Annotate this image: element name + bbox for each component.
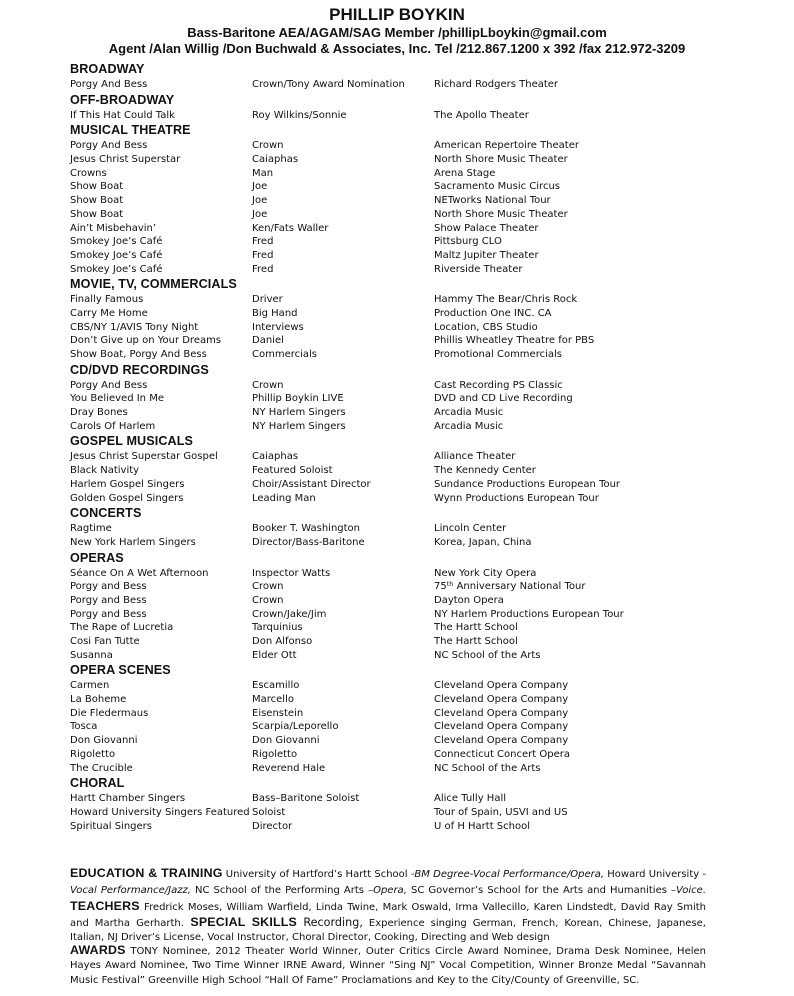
- credit-row: [70, 478, 720, 492]
- credit-row: [70, 580, 720, 594]
- credit-title: You Believed In Me: [70, 393, 164, 405]
- credit-row: [70, 464, 720, 478]
- credit-role: Escamillo: [252, 680, 300, 692]
- credit-row: [70, 379, 720, 393]
- education-text-4: SC Governor’s School for the Arts and Humanities: [406, 885, 672, 897]
- credit-row: [70, 109, 720, 123]
- credit-row: [70, 748, 720, 762]
- credit-title: Show Boat: [70, 195, 124, 207]
- education-text-3: NC School of the Performing Arts: [190, 885, 369, 897]
- section-musical-theatre: [70, 122, 720, 276]
- credit-role: Director: [252, 820, 293, 832]
- credit-role: NY Harlem Singers: [252, 420, 346, 432]
- credit-title: Howard University Singers Featured: [70, 806, 250, 818]
- section-title: BROADWAY: [70, 62, 145, 76]
- credit-venue: Show Palace Theater: [434, 222, 539, 234]
- credit-row: [70, 263, 720, 277]
- credit-venue: Connecticut Concert Opera: [434, 748, 570, 760]
- credit-row: [70, 693, 720, 707]
- awards-paragraph: [70, 943, 706, 988]
- credit-venue: Alliance Theater: [434, 451, 516, 463]
- credit-role: Joe: [252, 208, 268, 220]
- credit-row: [70, 406, 720, 420]
- credit-title: Porgy and Bess: [70, 581, 147, 593]
- credit-venue: 75th Anniversary National Tour: [434, 580, 586, 593]
- credit-venue: New York City Opera: [434, 567, 537, 579]
- section-title: GOSPEL MUSICALS: [70, 434, 194, 449]
- section-title: OFF-BROADWAY: [70, 92, 175, 107]
- credit-title: Jesus Christ Superstar: [70, 154, 181, 166]
- credit-venue: NY Harlem Productions European Tour: [434, 608, 624, 620]
- credit-title: Show Boat, Porgy And Bess: [70, 349, 207, 360]
- credit-role: Crown/Jake/Jim: [252, 608, 327, 620]
- credit-row: [70, 307, 720, 321]
- credit-row: [70, 348, 720, 362]
- credit-venue: Hammy The Bear/Chris Rock: [434, 294, 578, 306]
- credit-venue: Promotional Commercials: [434, 349, 562, 360]
- section-title: OPERA SCENES: [70, 663, 171, 678]
- credit-venue: Korea, Japan, China: [434, 536, 532, 548]
- section-title: MOVIE, TV, COMMERCIALS: [70, 277, 237, 292]
- credit-title: Black Nativity: [70, 465, 140, 477]
- union-and-email-line: Bass-Baritone AEA/AGAM/SAG Member /phillipLboykin@gmail.com: [187, 25, 607, 40]
- credit-row: [70, 492, 720, 506]
- credit-title: Show Boat: [70, 181, 124, 193]
- special-skills-lead: Recording,: [296, 915, 363, 929]
- credit-venue: NC School of the Arts: [434, 649, 541, 661]
- education-degree-3: –Opera,: [368, 885, 407, 897]
- credit-venue: Cleveland Opera Company: [434, 735, 569, 747]
- credit-row: [70, 536, 720, 550]
- section-broadway: [70, 61, 720, 92]
- credit-venue: Riverside Theater: [434, 263, 523, 275]
- section-opera-scenes: [70, 662, 720, 775]
- credit-role: Commercials: [252, 349, 318, 360]
- credit-title: Don’t Give up on Your Dreams: [70, 335, 222, 347]
- education-heading: EDUCATION & TRAINING: [70, 866, 223, 880]
- credit-venue: The Apollo Theater: [434, 109, 529, 121]
- section-movie-tv-commercials: [70, 276, 720, 361]
- credit-role: Crown/Tony Award Nomination: [252, 79, 405, 90]
- credit-role: Crown: [252, 379, 284, 391]
- credit-role: Phillip Boykin LIVE: [252, 393, 344, 405]
- credit-role: Crown: [252, 140, 284, 152]
- credit-venue: Cleveland Opera Company: [434, 694, 569, 706]
- credit-role: Choir/Assistant Director: [252, 478, 371, 490]
- credit-role: Elder Ott: [252, 649, 297, 661]
- credit-title: Finally Famous: [70, 294, 144, 306]
- credit-row: [70, 194, 720, 208]
- credit-venue: Cast Recording PS Classic: [434, 379, 563, 391]
- credit-title: If This Hat Could Talk: [70, 109, 175, 121]
- credit-venue: Dayton Opera: [434, 594, 504, 606]
- credit-title: Crowns: [70, 167, 107, 179]
- credit-row: [70, 139, 720, 153]
- special-skills-list: Experience singing German, French, Korean, Chinese, Japanese, Italian, NJ Driver’s License, Vocal Instructor, Choral Director, Cooking, Directing and Web design: [70, 917, 706, 944]
- credit-title: Carmen: [70, 680, 110, 692]
- credit-role: Eisenstein: [252, 707, 304, 719]
- credit-title: La Boheme: [70, 694, 127, 706]
- credit-role: Don Giovanni: [252, 735, 320, 747]
- credit-title: Die Fledermaus: [70, 707, 149, 719]
- credit-role: Leading Man: [252, 492, 316, 504]
- credit-role: Fred: [252, 236, 274, 248]
- credit-row: [70, 321, 720, 335]
- credit-venue: Richard Rodgers Theater: [434, 79, 559, 90]
- credit-row: [70, 707, 720, 721]
- credit-row: [70, 222, 720, 236]
- section-title: CONCERTS: [70, 506, 142, 521]
- credit-title: Spiritual Singers: [70, 820, 152, 832]
- credit-row: [70, 420, 720, 434]
- credit-role: Joe: [252, 181, 268, 193]
- credit-row: [70, 180, 720, 194]
- section-title: CD/DVD RECORDINGS: [70, 362, 209, 377]
- section-cd-dvd-recordings: [70, 362, 720, 434]
- credit-venue: Lincoln Center: [434, 523, 507, 535]
- teachers-heading: TEACHERS: [70, 898, 140, 913]
- education-degree-4: –Voice.: [671, 885, 707, 897]
- education-text-2: Howard University: [604, 869, 703, 880]
- performer-name: PHILLIP BOYKIN: [329, 5, 465, 24]
- credit-venue: Arcadia Music: [434, 407, 504, 419]
- credit-venue: Arcadia Music: [434, 420, 504, 432]
- section-title: OPERAS: [70, 550, 124, 565]
- credit-row: [70, 334, 720, 348]
- special-skills-heading: SPECIAL SKILLS: [183, 914, 297, 929]
- credit-role: Interviews: [252, 321, 304, 333]
- credit-title: Tosca: [70, 721, 98, 733]
- credit-role: Booker T. Washington: [252, 523, 361, 535]
- credit-venue: Alice Tully Hall: [434, 793, 507, 805]
- credit-title: Porgy and Bess: [70, 594, 147, 606]
- education-degree-1: -BM Degree-Vocal Performance/Opera,: [410, 869, 605, 880]
- credit-role: Big Hand: [252, 307, 298, 319]
- credit-row: [70, 208, 720, 222]
- credit-row: [70, 235, 720, 249]
- credit-title: Carols Of Harlem: [70, 420, 156, 432]
- credit-role: Caiaphas: [252, 451, 299, 463]
- credit-row: [70, 594, 720, 608]
- credit-title: Smokey Joe’s Café: [70, 236, 163, 248]
- credit-title: The Rape of Lucretia: [70, 622, 174, 634]
- credit-venue: The Kennedy Center: [434, 465, 536, 477]
- credit-title: New York Harlem Singers: [70, 536, 196, 548]
- credit-row: [70, 762, 720, 776]
- credit-role: Caiaphas: [252, 154, 299, 166]
- credit-role: NY Harlem Singers: [252, 407, 346, 419]
- credit-venue: Sundance Productions European Tour: [434, 478, 621, 490]
- credit-title: The Crucible: [70, 762, 133, 774]
- credit-row: [70, 293, 720, 307]
- credit-title: Carry Me Home: [70, 307, 148, 319]
- credit-venue: Phillis Wheatley Theatre for PBS: [434, 335, 595, 347]
- credit-title: Dray Bones: [70, 407, 128, 419]
- credits-sections: [70, 61, 720, 833]
- credit-title: Don Giovanni: [70, 735, 138, 747]
- credit-role: Driver: [252, 294, 283, 306]
- credit-row: [70, 679, 720, 693]
- credit-role: Crown: [252, 594, 284, 606]
- credit-title: Porgy And Bess: [70, 79, 148, 90]
- credit-role: Daniel: [252, 335, 284, 347]
- credit-role: Crown: [252, 581, 284, 593]
- credit-row: [70, 734, 720, 748]
- credit-title: Cosi Fan Tutte: [70, 636, 140, 647]
- credit-row: [70, 621, 720, 635]
- section-title: CHORAL: [70, 776, 125, 791]
- credit-row: [70, 820, 720, 834]
- credit-role: Soloist: [252, 806, 286, 818]
- credit-venue: Maltz Jupiter Theater: [434, 249, 539, 261]
- credit-venue: Sacramento Music Circus: [434, 181, 560, 193]
- credit-role: Featured Soloist: [252, 465, 333, 477]
- education-paragraph: [70, 866, 706, 945]
- teachers-list: Fredrick Moses, William Warfield, Linda Twine, Mark Oswald, Irma Vallecillo, Karen Lindstedt, David Ray Smith and Martha Gerharth.: [70, 901, 706, 929]
- credit-venue: American Repertoire Theater: [434, 140, 579, 152]
- credit-title: Séance On A Wet Afternoon: [70, 567, 209, 579]
- credit-row: [70, 249, 720, 263]
- section-title: MUSICAL THEATRE: [70, 123, 191, 138]
- credit-title: Jesus Christ Superstar Gospel: [70, 451, 218, 463]
- credit-row: [70, 450, 720, 464]
- credit-title: Smokey Joe’s Café: [70, 249, 163, 261]
- credit-venue: DVD and CD Live Recording: [434, 393, 573, 405]
- credit-title: Ain’t Misbehavin’: [70, 222, 157, 234]
- credit-row: [70, 392, 720, 406]
- credit-title: Susanna: [70, 649, 113, 661]
- credit-role: Man: [252, 167, 274, 179]
- credit-title: Porgy and Bess: [70, 608, 147, 620]
- credit-role: Don Alfonso: [252, 636, 313, 647]
- awards-list: TONY Nominee, 2012 Theater World Winner, Outer Critics Circle Award Nominee, Drama Desk Nominee, Helen Hayes Award Nominee, Two Time Winner IRNE Award, Winner “Sing NJ” Vocal Competition, Winner Bronze Medal “Savannah Music Festival” Greenville High School “Hall Of Fame” Proclamations and Key to the City/County of Greenville, SC.: [70, 946, 706, 986]
- credit-role: Director/Bass-Baritone: [252, 536, 365, 548]
- credit-role: Marcello: [252, 694, 294, 706]
- credit-title: Ragtime: [70, 523, 112, 535]
- credit-role: Fred: [252, 263, 274, 275]
- credit-row: [70, 720, 720, 734]
- credit-venue: NC School of the Arts: [434, 762, 541, 774]
- credit-venue: Production One INC. CA: [434, 307, 552, 319]
- credit-role: Inspector Watts: [252, 567, 331, 579]
- credit-role: Rigoletto: [252, 748, 298, 760]
- credit-venue: North Shore Music Theater: [434, 208, 568, 220]
- section-choral: [70, 775, 720, 833]
- credit-title: Show Boat: [70, 208, 124, 220]
- credit-title: Harlem Gospel Singers: [70, 478, 185, 490]
- credit-title: Hartt Chamber Singers: [70, 793, 186, 805]
- credit-venue: Arena Stage: [434, 167, 496, 179]
- credit-row: [70, 167, 720, 181]
- credit-title: Porgy And Bess: [70, 379, 148, 391]
- credit-title: CBS/NY 1/AVIS Tony Night: [70, 321, 199, 333]
- credit-venue: The Hartt School: [434, 622, 518, 634]
- section-gospel-musicals: [70, 433, 720, 505]
- credit-role: Reverend Hale: [252, 762, 326, 774]
- credit-venue: Pittsburg CLO: [434, 236, 502, 248]
- credit-title: Golden Gospel Singers: [70, 492, 184, 504]
- education-text-1: University of Hartford’s Hartt School: [222, 869, 411, 880]
- credit-venue: The Hartt School: [434, 636, 518, 647]
- credit-venue: Location, CBS Studio: [434, 321, 538, 333]
- credit-role: Joe: [252, 195, 268, 207]
- credit-row: [70, 649, 720, 663]
- credit-role: Roy Wilkins/Sonnie: [252, 109, 347, 121]
- credit-venue: Cleveland Opera Company: [434, 680, 569, 692]
- credit-row: [70, 635, 720, 649]
- awards-heading: AWARDS: [70, 943, 126, 957]
- credit-role: Scarpia/Leporello: [252, 721, 339, 733]
- credit-title: Porgy And Bess: [70, 140, 148, 152]
- education-degree-2: -Vocal Performance/Jazz,: [70, 869, 706, 897]
- section-off-broadway: [70, 92, 720, 123]
- credit-role: Fred: [252, 249, 274, 261]
- credit-row: [70, 608, 720, 622]
- credit-venue: U of H Hartt School: [434, 820, 530, 832]
- section-operas: [70, 550, 720, 663]
- credit-row: [70, 567, 720, 581]
- credit-venue: Cleveland Opera Company: [434, 707, 569, 719]
- credit-venue: Wynn Productions European Tour: [434, 492, 599, 504]
- agent-contact-line: Agent /Alan Willig /Don Buchwald & Associates, Inc. Tel /212.867.1200 x 392 /fax 212.972-3209: [108, 41, 686, 56]
- credit-venue: Tour of Spain, USVI and US: [434, 806, 568, 818]
- credit-row: [70, 792, 720, 806]
- credit-row: [70, 522, 720, 536]
- credit-venue: North Shore Music Theater: [434, 154, 568, 166]
- credit-venue: Cleveland Opera Company: [434, 721, 569, 733]
- credit-role: Ken/Fats Waller: [252, 222, 329, 234]
- credit-role: Bass–Baritone Soloist: [252, 793, 360, 805]
- credit-row: [70, 78, 720, 92]
- credit-title: Smokey Joe’s Café: [70, 263, 163, 275]
- credit-row: [70, 153, 720, 167]
- section-concerts: [70, 505, 720, 549]
- credit-role: Tarquinius: [252, 622, 303, 634]
- credit-venue: NETworks National Tour: [434, 195, 551, 207]
- credit-title: Rigoletto: [70, 748, 116, 760]
- credit-row: [70, 806, 720, 820]
